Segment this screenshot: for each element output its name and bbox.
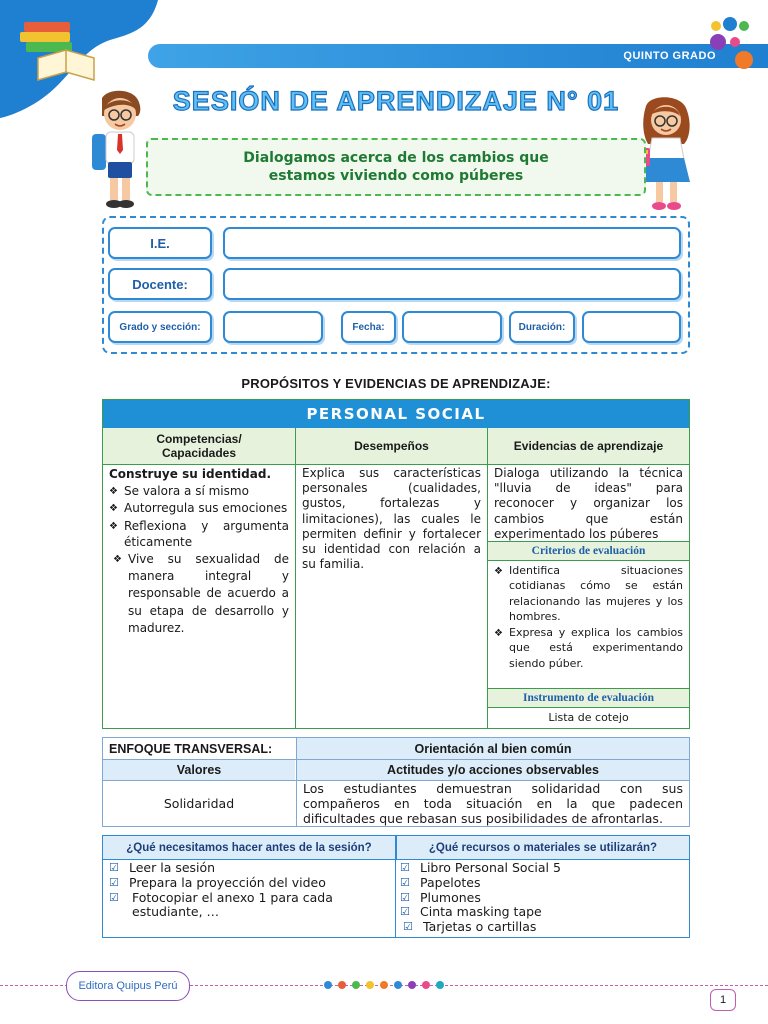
values-header: Valores [103, 760, 295, 780]
ie-field[interactable] [223, 227, 681, 259]
ie-label: I.E. [108, 227, 212, 259]
checkbox-icon: ☑ [109, 890, 119, 904]
area-heading: PERSONAL SOCIAL [103, 400, 689, 428]
boy-student-icon [88, 88, 150, 212]
duration-field[interactable] [582, 311, 681, 343]
enfoque-body-row [103, 781, 689, 826]
purposes-table [102, 399, 690, 729]
enfoque-subheader-row [103, 760, 689, 781]
competencies-cell [109, 466, 289, 638]
teacher-field[interactable] [223, 268, 681, 300]
diamond-bullet-icon: ❖ [109, 485, 118, 497]
grade-section-label: Grado y sección: [108, 311, 212, 343]
checkbox-icon: ☑ [109, 875, 119, 889]
col-competencies-header: Competencias/ Capacidades [103, 428, 295, 465]
enfoque-name: Orientación al bien común [296, 738, 689, 759]
page-number: 1 [710, 989, 736, 1011]
list-item: ❖ Reflexiona y argumenta éticamente [109, 518, 289, 549]
diamond-bullet-icon: ❖ [494, 566, 503, 577]
instrument-value: Lista de cotejo [548, 711, 629, 724]
performance-cell: Explica sus características personales (cualidades, gustos, fortalezas y limitaciones), las cuales le permiten definir y fortalecer su identidad con relación a su familia. [302, 466, 481, 572]
column-divider [295, 428, 296, 729]
criteria-cell [494, 563, 683, 671]
list-item: ❖ Autorregula sus emociones [109, 500, 289, 518]
column-divider [395, 836, 396, 937]
col-evidence-header: Evidencias de aprendizaje [488, 428, 689, 465]
diamond-bullet-icon: ❖ [109, 503, 118, 514]
list-item: ☑ Cinta masking tape [400, 904, 542, 920]
purposes-heading: PROPÓSITOS Y EVIDENCIAS DE APRENDIZAJE: [241, 376, 551, 391]
transversal-approach-table [102, 737, 690, 827]
actions-header: Actitudes y/o acciones observables [296, 760, 689, 780]
resources-header: ¿Qué recursos o materiales se utilizarán? [396, 836, 689, 860]
grade-section-field[interactable] [223, 311, 323, 343]
checkbox-icon: ☑ [400, 890, 410, 904]
duration-label: Duración: [509, 311, 575, 343]
teacher-label: Docente: [108, 268, 212, 300]
list-item: ❖ Vive su sexualidad de manera integral y responsable de acuerdo a su etapa de desarrollo y madurez. [109, 551, 289, 638]
list-item: ❖ Identifica situaciones cotidianas cómo se están relacionando las mujeres y los hombres. [494, 564, 683, 623]
instrument-heading: Instrumento de evaluación [488, 688, 689, 708]
list-item: ☑ Plumones [400, 889, 481, 905]
criteria-heading: Criterios de evaluación [488, 541, 689, 561]
enfoque-label: ENFOQUE TRANSVERSAL: [109, 741, 273, 756]
col-performances-header: Desempeños [296, 428, 487, 465]
resources-list [400, 861, 684, 935]
list-item: ☑ Libro Personal Social 5 [400, 860, 561, 875]
list-item: ☑ Leer la sesión [109, 860, 216, 875]
decorative-dots-icon [708, 14, 758, 70]
list-item: ☑ Prepara la proyección del video [109, 874, 326, 890]
checkbox-icon: ☑ [109, 861, 119, 874]
column-divider [487, 428, 488, 729]
date-field[interactable] [402, 311, 502, 343]
date-label: Fecha: [341, 311, 396, 343]
diamond-bullet-icon: ❖ [113, 553, 122, 565]
list-item: ❖ Expresa y explica los cambios que está experimentando siendo púber. [494, 626, 683, 670]
session-title: SESIÓN DE APRENDIZAJE N° 01 [172, 86, 620, 116]
list-item: ☑ Fotocopiar el anexo 1 para cada estudiante, … [109, 889, 333, 920]
enfoque-header-row [103, 738, 689, 760]
list-item: ❖ Se valora a sí mismo [109, 483, 289, 501]
session-topic: Dialogamos acerca de los cambios que estamos viviendo como púberes [243, 150, 549, 184]
competency-title: Construye su identidad. [109, 467, 272, 481]
session-topic-box [146, 138, 646, 196]
grade-label: QUINTO GRADO [623, 50, 716, 62]
preparation-table [102, 835, 690, 938]
before-session-list [109, 861, 389, 920]
decorative-pins-icon [322, 978, 446, 994]
action-cell: Los estudiantes demuestran solidaridad con sus compañeros en toda situación en la que padecen dificultades que rebasan sus posibilidades de afrontarlas. [296, 781, 689, 826]
list-item: ☑ Papelotes [400, 874, 481, 890]
evidence-cell: Dialoga utilizando la técnica "lluvia de ideas" para reconocer y organizar los cambios que están experimentado los púberes [494, 466, 683, 541]
diamond-bullet-icon: ❖ [109, 520, 118, 532]
publisher-badge: Editora Quipus Perú [66, 971, 190, 1001]
value-cell: Solidaridad [163, 796, 235, 811]
checkbox-icon: ☑ [400, 861, 410, 874]
before-session-header: ¿Qué necesitamos hacer antes de la sesión? [103, 836, 395, 860]
diamond-bullet-icon: ❖ [494, 628, 503, 640]
checkbox-icon: ☑ [400, 905, 410, 919]
checkbox-icon: ☑ [403, 920, 413, 934]
checkbox-icon: ☑ [400, 875, 410, 889]
list-item: ☑ Tarjetas o cartillas [403, 919, 537, 935]
